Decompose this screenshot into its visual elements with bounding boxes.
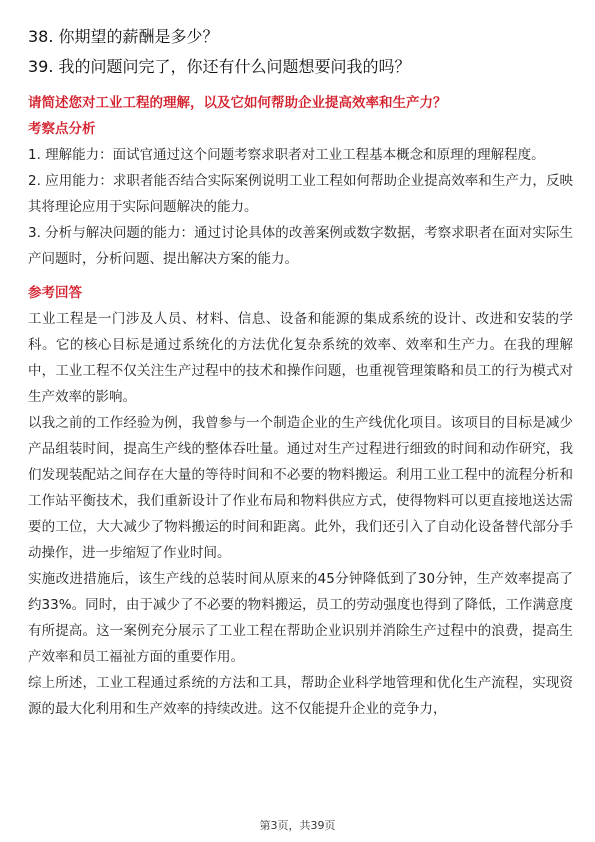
main-question: 请简述您对工业工程的理解，以及它如何帮助企业提高效率和生产力？ xyxy=(28,95,447,111)
question-item: 38. 你期望的薪酬是多少？ xyxy=(28,27,219,46)
analysis-item: 2. 应用能力：求职者能否结合实际案例说明工业工程如何帮助企业提高效率和生产力，反映其将理论应用于实际问题解决的能力。 xyxy=(28,173,573,215)
interview-question-block xyxy=(28,90,573,722)
analysis-heading: 考察点分析 xyxy=(28,121,96,137)
page-footer: 第3页，共39页 xyxy=(259,819,336,832)
answer-paragraph: 工业工程是一门涉及人员、材料、信息、设备和能源的集成系统的设计、改进和安装的学科。它的核心目标是通过系统化的方法优化复杂系统的效率、效率和生产力。在我的理解中，工业工程不仅关注生产过程中的技术和操作问题，也重视管理策略和员工的行为模式对生产效率的影响。 xyxy=(28,311,573,405)
analysis-item: 1. 理解能力：面试官通过这个问题考察求职者对工业工程基本概念和原理的理解程度。 xyxy=(28,147,545,163)
question-item: 39. 我的问题问完了，你还有什么问题想要问我的吗？ xyxy=(28,57,411,76)
answer-paragraph: 以我之前的工作经验为例，我曾参与一个制造企业的生产线优化项目。该项目的目标是减少产品组装时间，提高生产线的整体吞吐量。通过对生产过程进行细致的时间和动作研究，我们发现装配站之间存在大量的等待时间和不必要的物料搬运。利用工业工程中的流程分析和工作站平衡技术，我们重新设计了作业布局和物料供应方式，使得物料可以更直接地送达需要的工位，大大减少了物料搬运的时间和距离。此外，我们还引入了自动化设备替代部分手动操作，进一步缩短了作业时间。 xyxy=(28,415,573,561)
answer-heading: 参考回答 xyxy=(28,285,82,301)
answer-paragraph: 综上所述，工业工程通过系统的方法和工具，帮助企业科学地管理和优化生产流程，实现资源的最大化利用和生产效率的持续改进。这不仅能提升企业的竞争力， xyxy=(28,675,573,717)
analysis-item: 3. 分析与解决问题的能力：通过讨论具体的改善案例或数字数据，考察求职者在面对实际生产问题时，分析问题、提出解决方案的能力。 xyxy=(28,225,573,267)
question-list xyxy=(28,22,573,82)
answer-paragraph: 实施改进措施后，该生产线的总装时间从原来的45分钟降低到了30分钟，生产效率提高了约33%。同时，由于减少了不必要的物料搬运，员工的劳动强度也得到了降低，工作满意度有所提高。这一案例充分展示了工业工程在帮助企业识别并消除生产过程中的浪费，提高生产效率和员工福祉方面的重要作用。 xyxy=(28,571,573,665)
